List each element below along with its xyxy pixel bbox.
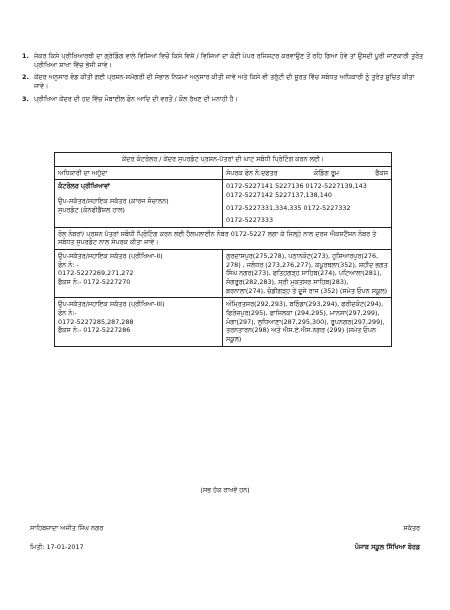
header-fax: ਫੈਕਸ xyxy=(375,168,388,177)
phone-numbers: 0172-5227285,287,288 xyxy=(58,317,134,326)
note-item xyxy=(22,73,428,90)
district-cell: ਅੰਮ੍ਰਿਤਸਰ(292,293), ਬਠਿੰਡਾ(293,294), ਫਰੀਦਕੋਟ(294), ਫਿਰੋਜ਼ਪੁਰ(295), ਫਾਜ਼ਿਲਕਾ (294,295), ਮਾਨਸਾ(297,299), ਮੋਗਾ(297), ਲੁਧਿਆਣਾ(287,295,300), ਰੂਪਨਗਰ(297,299), ਤਰਨਤਾਰਨ(298) ਅਤੇ ਐਸ.ਏ.ਐਸ.ਨਗਰ (299) (ਸਮੇਤ ਓਪਨ ਸਕੂਲ) xyxy=(226,300,385,343)
rights-reserved-note: (ਸਭ ਹੱਕ ਰਾਖਵੇਂ ਹਨ) xyxy=(200,486,250,494)
header-phones xyxy=(223,167,391,180)
note-item xyxy=(22,52,428,69)
fax-number: ਫੈਕਸ ਨੰ:- 0172-5227270 xyxy=(58,278,131,287)
header-office: ਸੰਪਰਕ ਫੋਨ ਨੰ:ਦਫਤਰ xyxy=(226,168,278,177)
organization-name: ਪੰਜਾਬ ਸਕੂਲ ਸਿੱਖਿਆ ਬੋਰਡ xyxy=(354,542,420,551)
table-title-row xyxy=(55,153,391,166)
phone-label: ਫੋਨ ਨੰ: - xyxy=(58,260,79,269)
signatory-title: ਸਕੱਤਰ xyxy=(403,524,420,532)
phone-numbers: 0172-5227142 5227137,138,140 xyxy=(226,190,332,199)
officer-title: ਸੁਪਰਡੰਟ (ਕੰਨਫੀਡੈਂਸ਼ਲ ਹਾਲ) xyxy=(58,205,125,214)
note-text: ਪ੍ਰੀਖਿਆ ਕੇਂਦਰ ਦੀ ਹਦ ਵਿੱਚ ਮੋਬਾਈਲ ਫੋਨ ਆਦਿ ਦੀ ਵਰਤੋਂ / ਕੋਲ ਰੱਖਣ ਦੀ ਮਨਾਹੀ ਹੈ। xyxy=(34,94,238,103)
table-row xyxy=(55,297,391,345)
note-number: 1. xyxy=(22,52,29,60)
header-coding-room: ਕੋਡਿੰਗ ਰੂਮ xyxy=(313,168,339,177)
place: ਸਾਹਿਬਜ਼ਾਦਾ ਅਜੀਤ ਸਿੰਘ ਨਗਰ xyxy=(30,524,104,532)
officer-cell xyxy=(55,180,223,227)
note-number: 2. xyxy=(22,73,29,82)
district-cell: ਗੁਰਦਾਸਪੁਰ(275,278), ਪਠਾਨਕੋਟ(273), ਹੁਸ਼ਿਆਰਪੁਰ(276, 278) , ਜਲੰਧਰ (273,276,277), ਕਪੂਰਥਲਾ(352), ਸ਼ਹੀਦ ਭਗਤ ਸਿੰਘ ਨਗਰ(273), ਫਤਿਹਗੜ੍ਹ ਸਾਹਿਬ(274), ਪਟਿਆਲਾ(281), ਸੰਗਰੂਰ(282,283), ਸ੍ਰੀ ਮੁਕਤਸਰ ਸਾਹਿਬ(283), ਬਰਨਾਲਾ(274), ਚੰਡੀਗੜ੍ਹ ਤੇ ਦੂਜੇ ਰਾਜ (352) (ਸਮੇਤ ਓਪਨ ਸਕੂਲ) xyxy=(226,252,388,295)
fax-number: ਫੈਕਸ ਨੰ:- 0172-5227286 xyxy=(58,326,131,335)
officer-title: ਉਪ-ਸਕੱਤਰ/ਸਹਾਇਕ ਸਕੱਤਰ (ਕਾਰਜ ਸੰਚਾਲਨ) xyxy=(58,196,169,205)
phone-label: ਫੋਨ ਨੰ:- xyxy=(58,308,77,317)
table-row xyxy=(55,179,391,227)
officer-title: ਉਪ-ਸਕੱਤਰ/ਸਹਾਇਕ ਸਕੱਤਰ (ਪ੍ਰੀਖਿਆ-II) xyxy=(58,252,163,261)
note-item xyxy=(22,95,428,104)
phone-numbers: 0172-5227331,334,335 0172-5227332 xyxy=(226,203,351,212)
table-header-row xyxy=(55,166,391,180)
date: ਮਿਤੀ: 17-01-2017 xyxy=(30,542,84,551)
instruction-notes xyxy=(22,52,428,107)
note-text: ਕੇਂਦਰ ਅਨੁਸਾਰ ਵੰਡ ਕੀਤੀ ਗਈ ਪ੍ਰਸ਼ਨ-ਸਮੱਗਰੀ ਦੀ ਸੰਭਾਲ ਨਿਯਮਾਂ ਅਨੁਸਾਰ ਕੀਤੀ ਜਾਵੇ ਅਤੇ ਕਿਸੇ ਵੀ ਤਰੁੱਟੀ ਦੀ ਸੂਰਤ ਵਿੱਚ ਸਬੰਧਤ ਅਧਿਕਾਰੀ ਨੂੰ ਤੁਰੰਤ ਸੂਚਿਤ ਕੀਤਾ ਜਾਵੇ। xyxy=(34,73,415,90)
phone-numbers: 0172-5227333 xyxy=(226,216,274,225)
phone-numbers: 0172-5227269,271,272 xyxy=(58,269,134,278)
helpline-note: ਰੋਲ ਨੰਬਰਾਂ/ ਪ੍ਰਸ਼ਨ ਪੱਤਰਾਂ ਸਬੰਧੀ ਪ੍ਰਿੰਟਿੰਗ ਕਰਨ ਲਈ ਹੈਲਪਲਾਈਨ ਨੰਬਰ 0172-5227 ਲਗਾ ਕੇ ਜਿਲ੍ਹੇ ਨਾਲ ਦਰਜ ਐਕਸਟੈਂਸ਼ਨ ਨੰਬਰ ਤੇ ਸਬੰਧਤ ਸੁਪਰਡੰਟ ਨਾਲ ਸੰਪਰਕ ਕੀਤਾ ਜਾਵੇ। xyxy=(58,229,377,247)
table-row xyxy=(55,249,391,297)
signature-left xyxy=(30,524,103,561)
table-title: ਕੇਂਦਰ ਕੰਟਰੋਲਰ / ਕੇਂਦਰ ਸੁਪਰਡੰਟ ਪ੍ਰਸ਼ਨ-ਪੱਤਰਾਂ ਦੀ ਘਾਟ ਸਬੰਧੀ ਪ੍ਰਿੰਟਿੰਗ ਕਰਨ ਲਈ। xyxy=(121,155,325,163)
note-number: 3. xyxy=(22,94,29,103)
header-officer: ਅਧਿਕਾਰੀ ਦਾ ਅਹੁੱਦਾ xyxy=(55,167,223,180)
phone-cell xyxy=(223,180,391,227)
phone-numbers: 0172-5227141 5227136 0172-5227139,143 xyxy=(226,182,367,191)
table-note-row xyxy=(55,227,391,249)
officer-title: ਕੰਟਰੋਲਰ ਪ੍ਰੀਖਿਆਵਾਂ xyxy=(58,182,110,191)
officer-cell xyxy=(55,298,223,345)
signature-right xyxy=(355,524,420,561)
note-text: ਜੇਕਰ ਕਿਸੇ ਪ੍ਰੀਖਿਆਰਥੀ ਦਾ ਗ੍ਰੇਡਿੰਗ ਵਾਲੇ ਵਿਸ਼ਿਆਂ ਵਿਚੋਂ ਕਿਸੇ ਵਿਸ਼ੇ / ਵਿਸ਼ਿਆਂ ਦਾ ਕੋਈ ਪੇਪਰ ਰਜਿਸ਼ਟਰ ਕਰਵਾਉਣ ਤੋਂ ਰਹਿ ਗਿਆ ਹੋਵੇ ਤਾਂ ਉਸਦੀ ਪੂਰੀ ਜਾਣਕਾਰੀ ਤੁਰੰਤ ਪ੍ਰੀਖਿਆ ਸ਼ਾਖਾ ਵਿੱਚ ਭੇਜੀ ਜਾਵੇ। xyxy=(34,52,424,69)
officer-title: ਉਪ-ਸਕੱਤਰ/ਸਹਾਇਕ ਸਕੱਤਰ (ਪ੍ਰੀਖਿਆ-III) xyxy=(58,300,165,309)
officer-cell xyxy=(55,250,223,297)
contact-table xyxy=(54,152,392,347)
